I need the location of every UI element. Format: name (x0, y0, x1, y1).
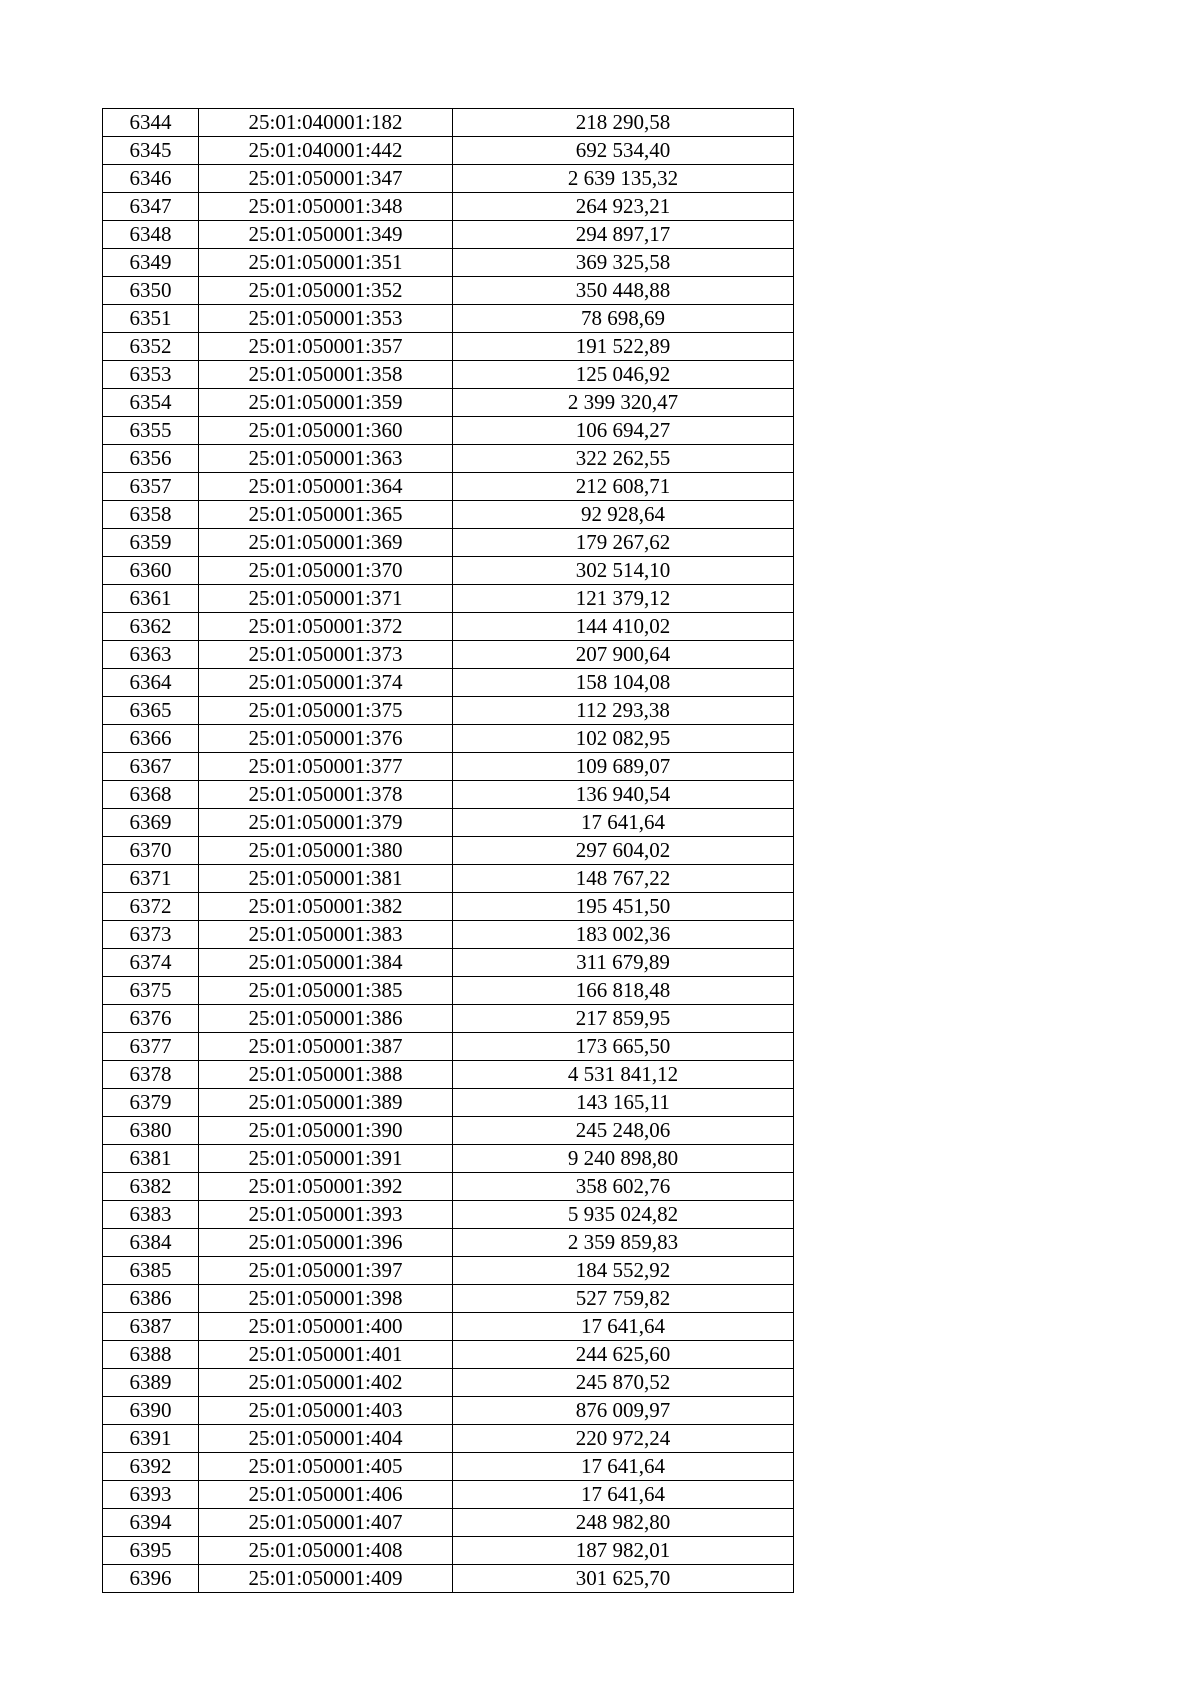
row-number-cell: 6354 (103, 389, 199, 417)
table-row (103, 837, 794, 865)
cadastral-value-cell: 158 104,08 (453, 669, 794, 697)
row-number-cell: 6374 (103, 949, 199, 977)
table-row (103, 1509, 794, 1537)
cadastral-number-cell: 25:01:050001:402 (199, 1369, 453, 1397)
table-row (103, 361, 794, 389)
cadastral-value-cell: 106 694,27 (453, 417, 794, 445)
table-row (103, 389, 794, 417)
row-number-cell: 6389 (103, 1369, 199, 1397)
cadastral-number-cell: 25:01:050001:376 (199, 725, 453, 753)
row-number-cell: 6363 (103, 641, 199, 669)
cadastral-value-cell: 17 641,64 (453, 1481, 794, 1509)
cadastral-number-cell: 25:01:050001:370 (199, 557, 453, 585)
cadastral-value-cell: 245 870,52 (453, 1369, 794, 1397)
row-number-cell: 6353 (103, 361, 199, 389)
table-row (103, 1285, 794, 1313)
cadastral-number-cell: 25:01:050001:388 (199, 1061, 453, 1089)
row-number-cell: 6365 (103, 697, 199, 725)
row-number-cell: 6351 (103, 305, 199, 333)
cadastral-number-cell: 25:01:050001:393 (199, 1201, 453, 1229)
cadastral-number-cell: 25:01:050001:372 (199, 613, 453, 641)
cadastral-value-cell: 125 046,92 (453, 361, 794, 389)
cadastral-value-cell: 112 293,38 (453, 697, 794, 725)
row-number-cell: 6350 (103, 277, 199, 305)
cadastral-number-cell: 25:01:050001:383 (199, 921, 453, 949)
row-number-cell: 6387 (103, 1313, 199, 1341)
row-number-cell: 6356 (103, 445, 199, 473)
cadastral-value-cell: 17 641,64 (453, 1453, 794, 1481)
cadastral-number-cell: 25:01:050001:381 (199, 865, 453, 893)
cadastral-number-cell: 25:01:050001:349 (199, 221, 453, 249)
row-number-cell: 6369 (103, 809, 199, 837)
row-number-cell: 6395 (103, 1537, 199, 1565)
row-number-cell: 6376 (103, 1005, 199, 1033)
row-number-cell: 6377 (103, 1033, 199, 1061)
table-row (103, 333, 794, 361)
cadastral-number-cell: 25:01:050001:347 (199, 165, 453, 193)
cadastral-number-cell: 25:01:050001:377 (199, 753, 453, 781)
table-row (103, 697, 794, 725)
cadastral-number-cell: 25:01:050001:358 (199, 361, 453, 389)
cadastral-number-cell: 25:01:050001:380 (199, 837, 453, 865)
table-row (103, 1145, 794, 1173)
cadastral-number-cell: 25:01:050001:353 (199, 305, 453, 333)
row-number-cell: 6394 (103, 1509, 199, 1537)
table-body (103, 109, 794, 1593)
row-number-cell: 6386 (103, 1285, 199, 1313)
cadastral-value-cell: 220 972,24 (453, 1425, 794, 1453)
cadastral-value-cell: 2 399 320,47 (453, 389, 794, 417)
cadastral-value-cell: 264 923,21 (453, 193, 794, 221)
row-number-cell: 6383 (103, 1201, 199, 1229)
row-number-cell: 6391 (103, 1425, 199, 1453)
cadastral-number-cell: 25:01:050001:404 (199, 1425, 453, 1453)
row-number-cell: 6373 (103, 921, 199, 949)
table-row (103, 501, 794, 529)
cadastral-number-cell: 25:01:050001:382 (199, 893, 453, 921)
row-number-cell: 6378 (103, 1061, 199, 1089)
table-row (103, 669, 794, 697)
cadastral-number-cell: 25:01:050001:386 (199, 1005, 453, 1033)
cadastral-value-cell: 148 767,22 (453, 865, 794, 893)
table-row (103, 557, 794, 585)
row-number-cell: 6348 (103, 221, 199, 249)
table-row (103, 1229, 794, 1257)
table-row (103, 949, 794, 977)
cadastral-value-cell: 245 248,06 (453, 1117, 794, 1145)
table-row (103, 249, 794, 277)
table-row (103, 1565, 794, 1593)
row-number-cell: 6382 (103, 1173, 199, 1201)
cadastral-value-cell: 2 639 135,32 (453, 165, 794, 193)
row-number-cell: 6375 (103, 977, 199, 1005)
row-number-cell: 6366 (103, 725, 199, 753)
cadastral-value-cell: 92 928,64 (453, 501, 794, 529)
row-number-cell: 6364 (103, 669, 199, 697)
table-row (103, 613, 794, 641)
cadastral-value-cell: 102 082,95 (453, 725, 794, 753)
cadastral-number-cell: 25:01:050001:398 (199, 1285, 453, 1313)
cadastral-value-cell: 248 982,80 (453, 1509, 794, 1537)
cadastral-value-cell: 187 982,01 (453, 1537, 794, 1565)
cadastral-value-cell: 217 859,95 (453, 1005, 794, 1033)
cadastral-value-cell: 109 689,07 (453, 753, 794, 781)
row-number-cell: 6362 (103, 613, 199, 641)
cadastral-value-cell: 297 604,02 (453, 837, 794, 865)
row-number-cell: 6346 (103, 165, 199, 193)
cadastral-number-cell: 25:01:050001:364 (199, 473, 453, 501)
cadastral-number-cell: 25:01:050001:408 (199, 1537, 453, 1565)
cadastral-value-table (102, 108, 794, 1593)
table-row (103, 305, 794, 333)
cadastral-number-cell: 25:01:050001:379 (199, 809, 453, 837)
table-row (103, 893, 794, 921)
table-row (103, 865, 794, 893)
row-number-cell: 6358 (103, 501, 199, 529)
row-number-cell: 6379 (103, 1089, 199, 1117)
cadastral-number-cell: 25:01:050001:392 (199, 1173, 453, 1201)
cadastral-number-cell: 25:01:050001:360 (199, 417, 453, 445)
row-number-cell: 6388 (103, 1341, 199, 1369)
row-number-cell: 6367 (103, 753, 199, 781)
cadastral-number-cell: 25:01:050001:405 (199, 1453, 453, 1481)
cadastral-value-cell: 5 935 024,82 (453, 1201, 794, 1229)
row-number-cell: 6396 (103, 1565, 199, 1593)
row-number-cell: 6368 (103, 781, 199, 809)
cadastral-value-cell: 218 290,58 (453, 109, 794, 137)
cadastral-value-cell: 173 665,50 (453, 1033, 794, 1061)
table-row (103, 1425, 794, 1453)
cadastral-number-cell: 25:01:050001:385 (199, 977, 453, 1005)
cadastral-number-cell: 25:01:050001:369 (199, 529, 453, 557)
table-row (103, 473, 794, 501)
row-number-cell: 6380 (103, 1117, 199, 1145)
cadastral-number-cell: 25:01:040001:442 (199, 137, 453, 165)
table-row (103, 1201, 794, 1229)
cadastral-value-cell: 143 165,11 (453, 1089, 794, 1117)
cadastral-number-cell: 25:01:050001:359 (199, 389, 453, 417)
cadastral-number-cell: 25:01:050001:371 (199, 585, 453, 613)
table-row (103, 781, 794, 809)
cadastral-value-cell: 184 552,92 (453, 1257, 794, 1285)
row-number-cell: 6372 (103, 893, 199, 921)
cadastral-number-cell: 25:01:050001:389 (199, 1089, 453, 1117)
cadastral-value-cell: 121 379,12 (453, 585, 794, 613)
cadastral-value-cell: 876 009,97 (453, 1397, 794, 1425)
table-row (103, 529, 794, 557)
row-number-cell: 6390 (103, 1397, 199, 1425)
table-row (103, 193, 794, 221)
cadastral-value-cell: 17 641,64 (453, 809, 794, 837)
cadastral-number-cell: 25:01:050001:400 (199, 1313, 453, 1341)
row-number-cell: 6359 (103, 529, 199, 557)
row-number-cell: 6381 (103, 1145, 199, 1173)
cadastral-value-cell: 369 325,58 (453, 249, 794, 277)
table-row (103, 445, 794, 473)
cadastral-value-cell: 183 002,36 (453, 921, 794, 949)
row-number-cell: 6352 (103, 333, 199, 361)
cadastral-value-cell: 294 897,17 (453, 221, 794, 249)
cadastral-number-cell: 25:01:050001:396 (199, 1229, 453, 1257)
cadastral-number-cell: 25:01:050001:397 (199, 1257, 453, 1285)
table-row (103, 165, 794, 193)
row-number-cell: 6360 (103, 557, 199, 585)
table-row (103, 1005, 794, 1033)
table-row (103, 753, 794, 781)
table-row (103, 641, 794, 669)
row-number-cell: 6393 (103, 1481, 199, 1509)
table-row (103, 1061, 794, 1089)
cadastral-number-cell: 25:01:050001:351 (199, 249, 453, 277)
table-row (103, 1257, 794, 1285)
cadastral-value-cell: 4 531 841,12 (453, 1061, 794, 1089)
row-number-cell: 6361 (103, 585, 199, 613)
cadastral-value-cell: 191 522,89 (453, 333, 794, 361)
cadastral-value-cell: 302 514,10 (453, 557, 794, 585)
cadastral-value-cell: 692 534,40 (453, 137, 794, 165)
row-number-cell: 6355 (103, 417, 199, 445)
table-row (103, 1313, 794, 1341)
row-number-cell: 6347 (103, 193, 199, 221)
cadastral-number-cell: 25:01:050001:348 (199, 193, 453, 221)
row-number-cell: 6384 (103, 1229, 199, 1257)
table-row (103, 1033, 794, 1061)
cadastral-number-cell: 25:01:050001:363 (199, 445, 453, 473)
cadastral-value-cell: 9 240 898,80 (453, 1145, 794, 1173)
cadastral-number-cell: 25:01:050001:378 (199, 781, 453, 809)
cadastral-value-cell: 144 410,02 (453, 613, 794, 641)
table-row (103, 1481, 794, 1509)
cadastral-value-cell: 358 602,76 (453, 1173, 794, 1201)
cadastral-number-cell: 25:01:050001:357 (199, 333, 453, 361)
table-row (103, 137, 794, 165)
cadastral-value-cell: 322 262,55 (453, 445, 794, 473)
cadastral-number-cell: 25:01:050001:391 (199, 1145, 453, 1173)
cadastral-number-cell: 25:01:050001:384 (199, 949, 453, 977)
cadastral-number-cell: 25:01:050001:365 (199, 501, 453, 529)
cadastral-number-cell: 25:01:050001:390 (199, 1117, 453, 1145)
cadastral-number-cell: 25:01:050001:401 (199, 1341, 453, 1369)
row-number-cell: 6349 (103, 249, 199, 277)
cadastral-value-cell: 207 900,64 (453, 641, 794, 669)
table-row (103, 921, 794, 949)
cadastral-number-cell: 25:01:050001:375 (199, 697, 453, 725)
table-row (103, 1537, 794, 1565)
table-row (103, 977, 794, 1005)
cadastral-value-cell: 301 625,70 (453, 1565, 794, 1593)
cadastral-value-cell: 2 359 859,83 (453, 1229, 794, 1257)
cadastral-value-cell: 195 451,50 (453, 893, 794, 921)
cadastral-value-cell: 527 759,82 (453, 1285, 794, 1313)
cadastral-number-cell: 25:01:050001:373 (199, 641, 453, 669)
cadastral-value-cell: 78 698,69 (453, 305, 794, 333)
cadastral-value-cell: 166 818,48 (453, 977, 794, 1005)
table-row (103, 277, 794, 305)
table-row (103, 1173, 794, 1201)
cadastral-value-cell: 311 679,89 (453, 949, 794, 977)
table-row (103, 1117, 794, 1145)
cadastral-number-cell: 25:01:040001:182 (199, 109, 453, 137)
row-number-cell: 6344 (103, 109, 199, 137)
table-row (103, 809, 794, 837)
cadastral-number-cell: 25:01:050001:406 (199, 1481, 453, 1509)
table-row (103, 417, 794, 445)
cadastral-value-cell: 350 448,88 (453, 277, 794, 305)
table-row (103, 725, 794, 753)
table-row (103, 1453, 794, 1481)
cadastral-value-cell: 136 940,54 (453, 781, 794, 809)
row-number-cell: 6371 (103, 865, 199, 893)
row-number-cell: 6345 (103, 137, 199, 165)
row-number-cell: 6370 (103, 837, 199, 865)
row-number-cell: 6357 (103, 473, 199, 501)
table-row (103, 221, 794, 249)
table-row (103, 1397, 794, 1425)
table-row (103, 1089, 794, 1117)
table-row (103, 1341, 794, 1369)
cadastral-value-cell: 212 608,71 (453, 473, 794, 501)
cadastral-number-cell: 25:01:050001:352 (199, 277, 453, 305)
cadastral-number-cell: 25:01:050001:409 (199, 1565, 453, 1593)
row-number-cell: 6385 (103, 1257, 199, 1285)
cadastral-number-cell: 25:01:050001:407 (199, 1509, 453, 1537)
table-row (103, 585, 794, 613)
cadastral-number-cell: 25:01:050001:387 (199, 1033, 453, 1061)
cadastral-value-cell: 179 267,62 (453, 529, 794, 557)
row-number-cell: 6392 (103, 1453, 199, 1481)
table-row (103, 1369, 794, 1397)
cadastral-number-cell: 25:01:050001:374 (199, 669, 453, 697)
cadastral-value-cell: 17 641,64 (453, 1313, 794, 1341)
cadastral-number-cell: 25:01:050001:403 (199, 1397, 453, 1425)
table-row (103, 109, 794, 137)
cadastral-value-cell: 244 625,60 (453, 1341, 794, 1369)
